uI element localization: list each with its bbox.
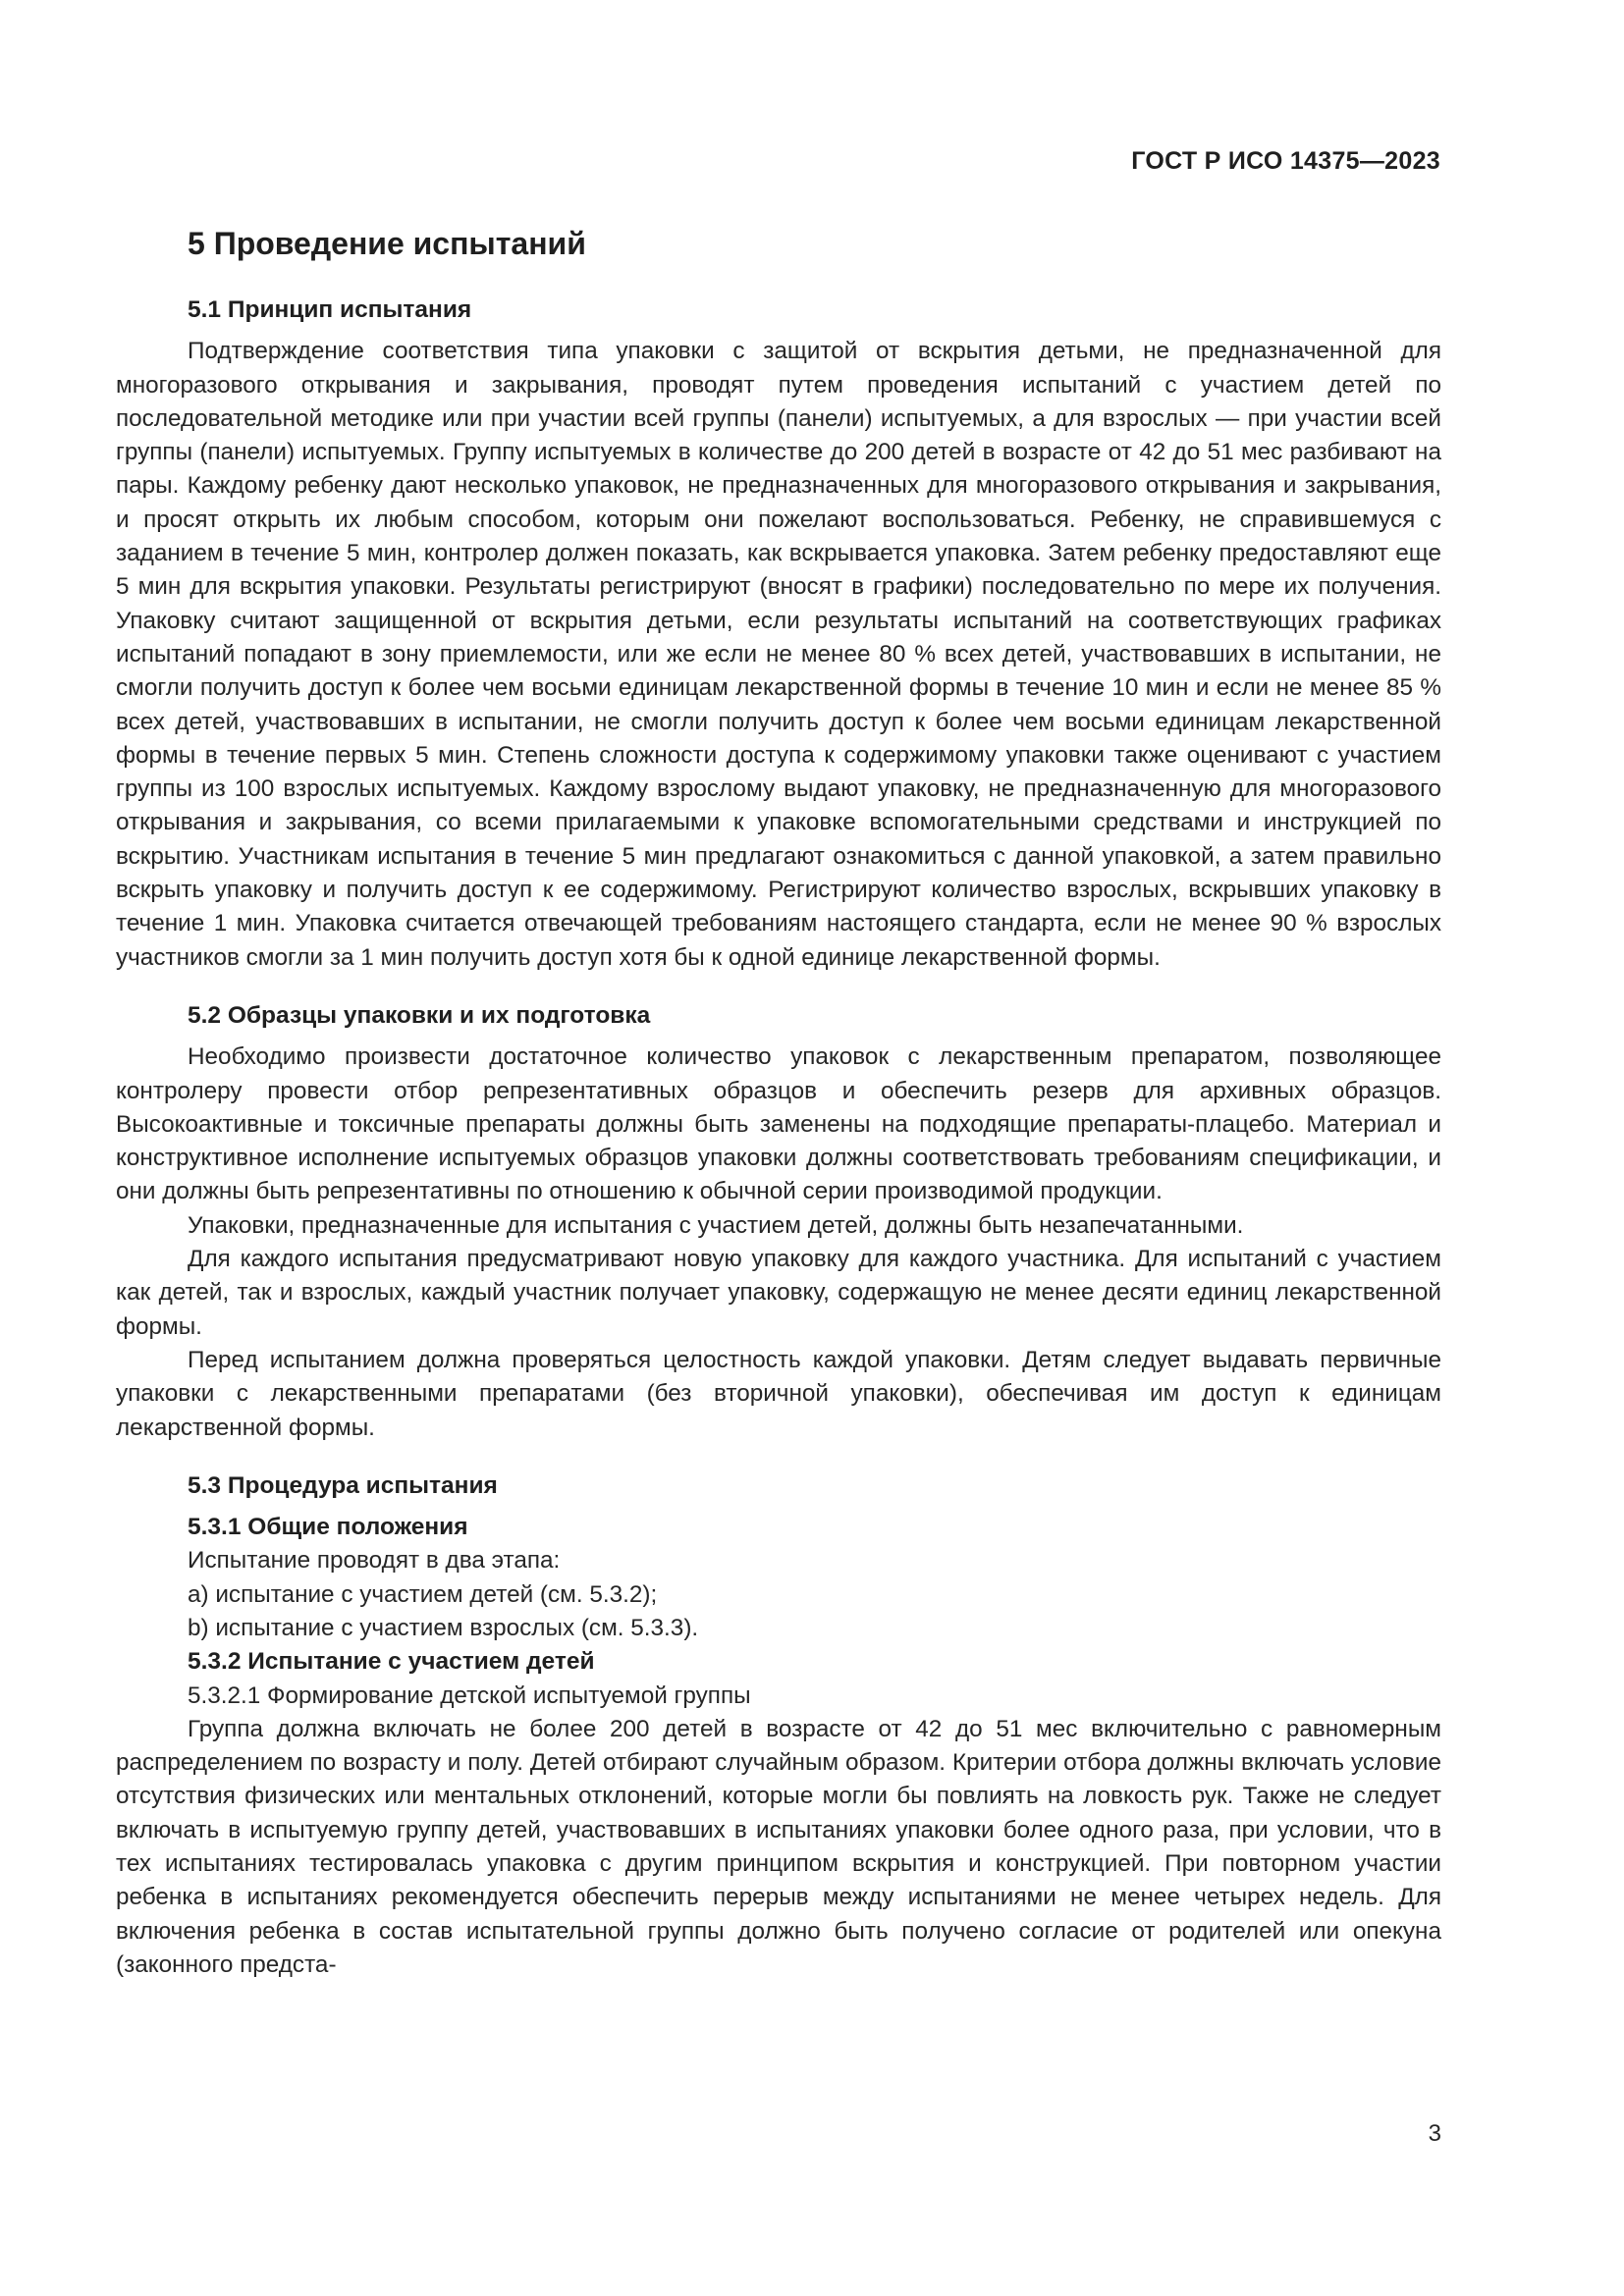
standard-code-header: ГОСТ Р ИСО 14375—2023 (1131, 147, 1440, 175)
subsection-5-3-1-title: 5.3.1 Общие положения (188, 1514, 468, 1541)
list-item-b: b) испытание с участием взрослых (см. 5.3.3). (188, 1614, 699, 1641)
subsection-5-3-2-1-paragraph: Группа должна включать не более 200 детей в возрасте от 42 до 51 мес включительно с равномерным распределением по возрасту и полу. Детей отбирают случайным образом. Критерии отбора должны включать условие отсутствия физических или ментальных отклонений, которые могли бы повлиять на ловкость рук. Также не следует включать в испытуемую группу детей, участвовавших в испытаниях упаковки более одного раза, при условии, что в тех испытаниях тестировалась упаковка с другим принципом вскрытия и конструкцией. При повторном участии ребенка в испытаниях рекомендуется обеспечить перерыв между испытаниями не менее четырех недель. Для включения ребенка в состав испытательной группы должно быть получено согласие от родителей или опекуна (законного предста- (116, 1715, 1441, 1978)
subsection-5-2-title: 5.2 Образцы упаковки и их подготовка (188, 1001, 651, 1029)
subsection-5-3-title: 5.3 Процедура испытания (188, 1471, 498, 1499)
list-item-a: a) испытание с участием детей (см. 5.3.2); (188, 1580, 658, 1608)
page-number: 3 (1428, 2120, 1441, 2147)
subsection-5-3-2-title: 5.3.2 Испытание с участием детей (188, 1648, 595, 1676)
subsection-5-2-paragraph-2: Упаковки, предназначенные для испытания с участием детей, должны быть незапечатанными. (188, 1211, 1244, 1239)
subsection-5-2-paragraph-1: Необходимо произвести достаточное количество упаковок с лекарственным препаратом, позволяющее контролеру провести отбор репрезентативных образцов и обеспечить резерв для архивных образцов. Высокоактивные и токсичные препараты должны быть заменены на подходящие препараты-плацебо. Материал и конструктивное исполнение испытуемых образцов упаковки должны соответствовать требованиям спецификации, и они должны быть репрезентативны по отношению к обычной серии производимой продукции. (116, 1043, 1441, 1205)
subsection-5-1-paragraph: Подтверждение соответствия типа упаковки с защитой от вскрытия детьми, не предназначенной для многоразового открывания и закрывания, проводят путем проведения испытаний с участием детей по последовательной методике или при участии всей группы (панели) испытуемых, а для взрослых — при участии всей группы (панели) испытуемых. Группу испытуемых в количестве до 200 детей в возрасте от 42 до 51 мес разбивают на пары. Каждому ребенку дают несколько упаковок, не предназначенных для многоразового открывания и закрывания, и просят открыть их любым способом, которым они пожелают воспользоваться. Ребенку, не справившемуся с заданием в течение 5 мин, контролер должен показать, как вскрывается упаковка. Затем ребенку предоставляют еще 5 мин для вскрытия упаковки. Результаты регистрируют (вносят в графики) последовательно по мере их получения. Упаковку считают защищенной от вскрытия детьми, если результаты испытаний на соответствующих графиках испытаний попадают в зону приемлемости, или же если не менее 80 % всех детей, участвовавших в испытании, не смогли получить доступ к более чем восьми единицам лекарственной формы в течение 10 мин и если не менее 85 % всех детей, участвовавших в испытании, не смогли получить доступ к более чем восьми единицам лекарственной формы в течение первых 5 мин. Степень сложности доступа к содержимому упаковки также оценивают с участием группы из 100 взрослых испытуемых. Каждому взрослому выдают упаковку, не предназначенную для многоразового открывания и закрывания, со всеми прилагаемыми к упаковке вспомогательными средствами и инструкцией по вскрытию. Участникам испытания в течение 5 мин предлагают ознакомиться с данной упаковкой, а затем правильно вскрыть упаковку и получить доступ к ее содержимому. Регистрируют количество взрослых, вскрывших упаковку в течение 1 мин. Упаковка считается отвечающей требованиям настоящего стандарта, если не менее 90 % взрослых участников смогли за 1 мин получить доступ хотя бы к одной единице лекарственной формы. (116, 338, 1441, 971)
subsection-5-2-paragraph-4: Перед испытанием должна проверяться целостность каждой упаковки. Детям следует выдавать первичные упаковки с лекарственными препаратами (без вторичной упаковки), обеспечивая им доступ к единицам лекарственной формы. (116, 1346, 1441, 1441)
document-body (116, 224, 1441, 1982)
subsection-5-2-paragraph-3: Для каждого испытания предусматривают новую упаковку для каждого участника. Для испытаний с участием как детей, так и взрослых, каждый участник получает упаковку, содержащую не менее десяти единиц лекарственной формы. (116, 1246, 1441, 1340)
subsection-5-3-1-intro: Испытание проводят в два этапа: (188, 1547, 561, 1575)
subsection-5-3-2-1-title: 5.3.2.1 Формирование детской испытуемой группы (188, 1682, 751, 1709)
section-5-title: 5 Проведение испытаний (188, 226, 586, 261)
subsection-5-1-title: 5.1 Принцип испытания (188, 296, 472, 323)
